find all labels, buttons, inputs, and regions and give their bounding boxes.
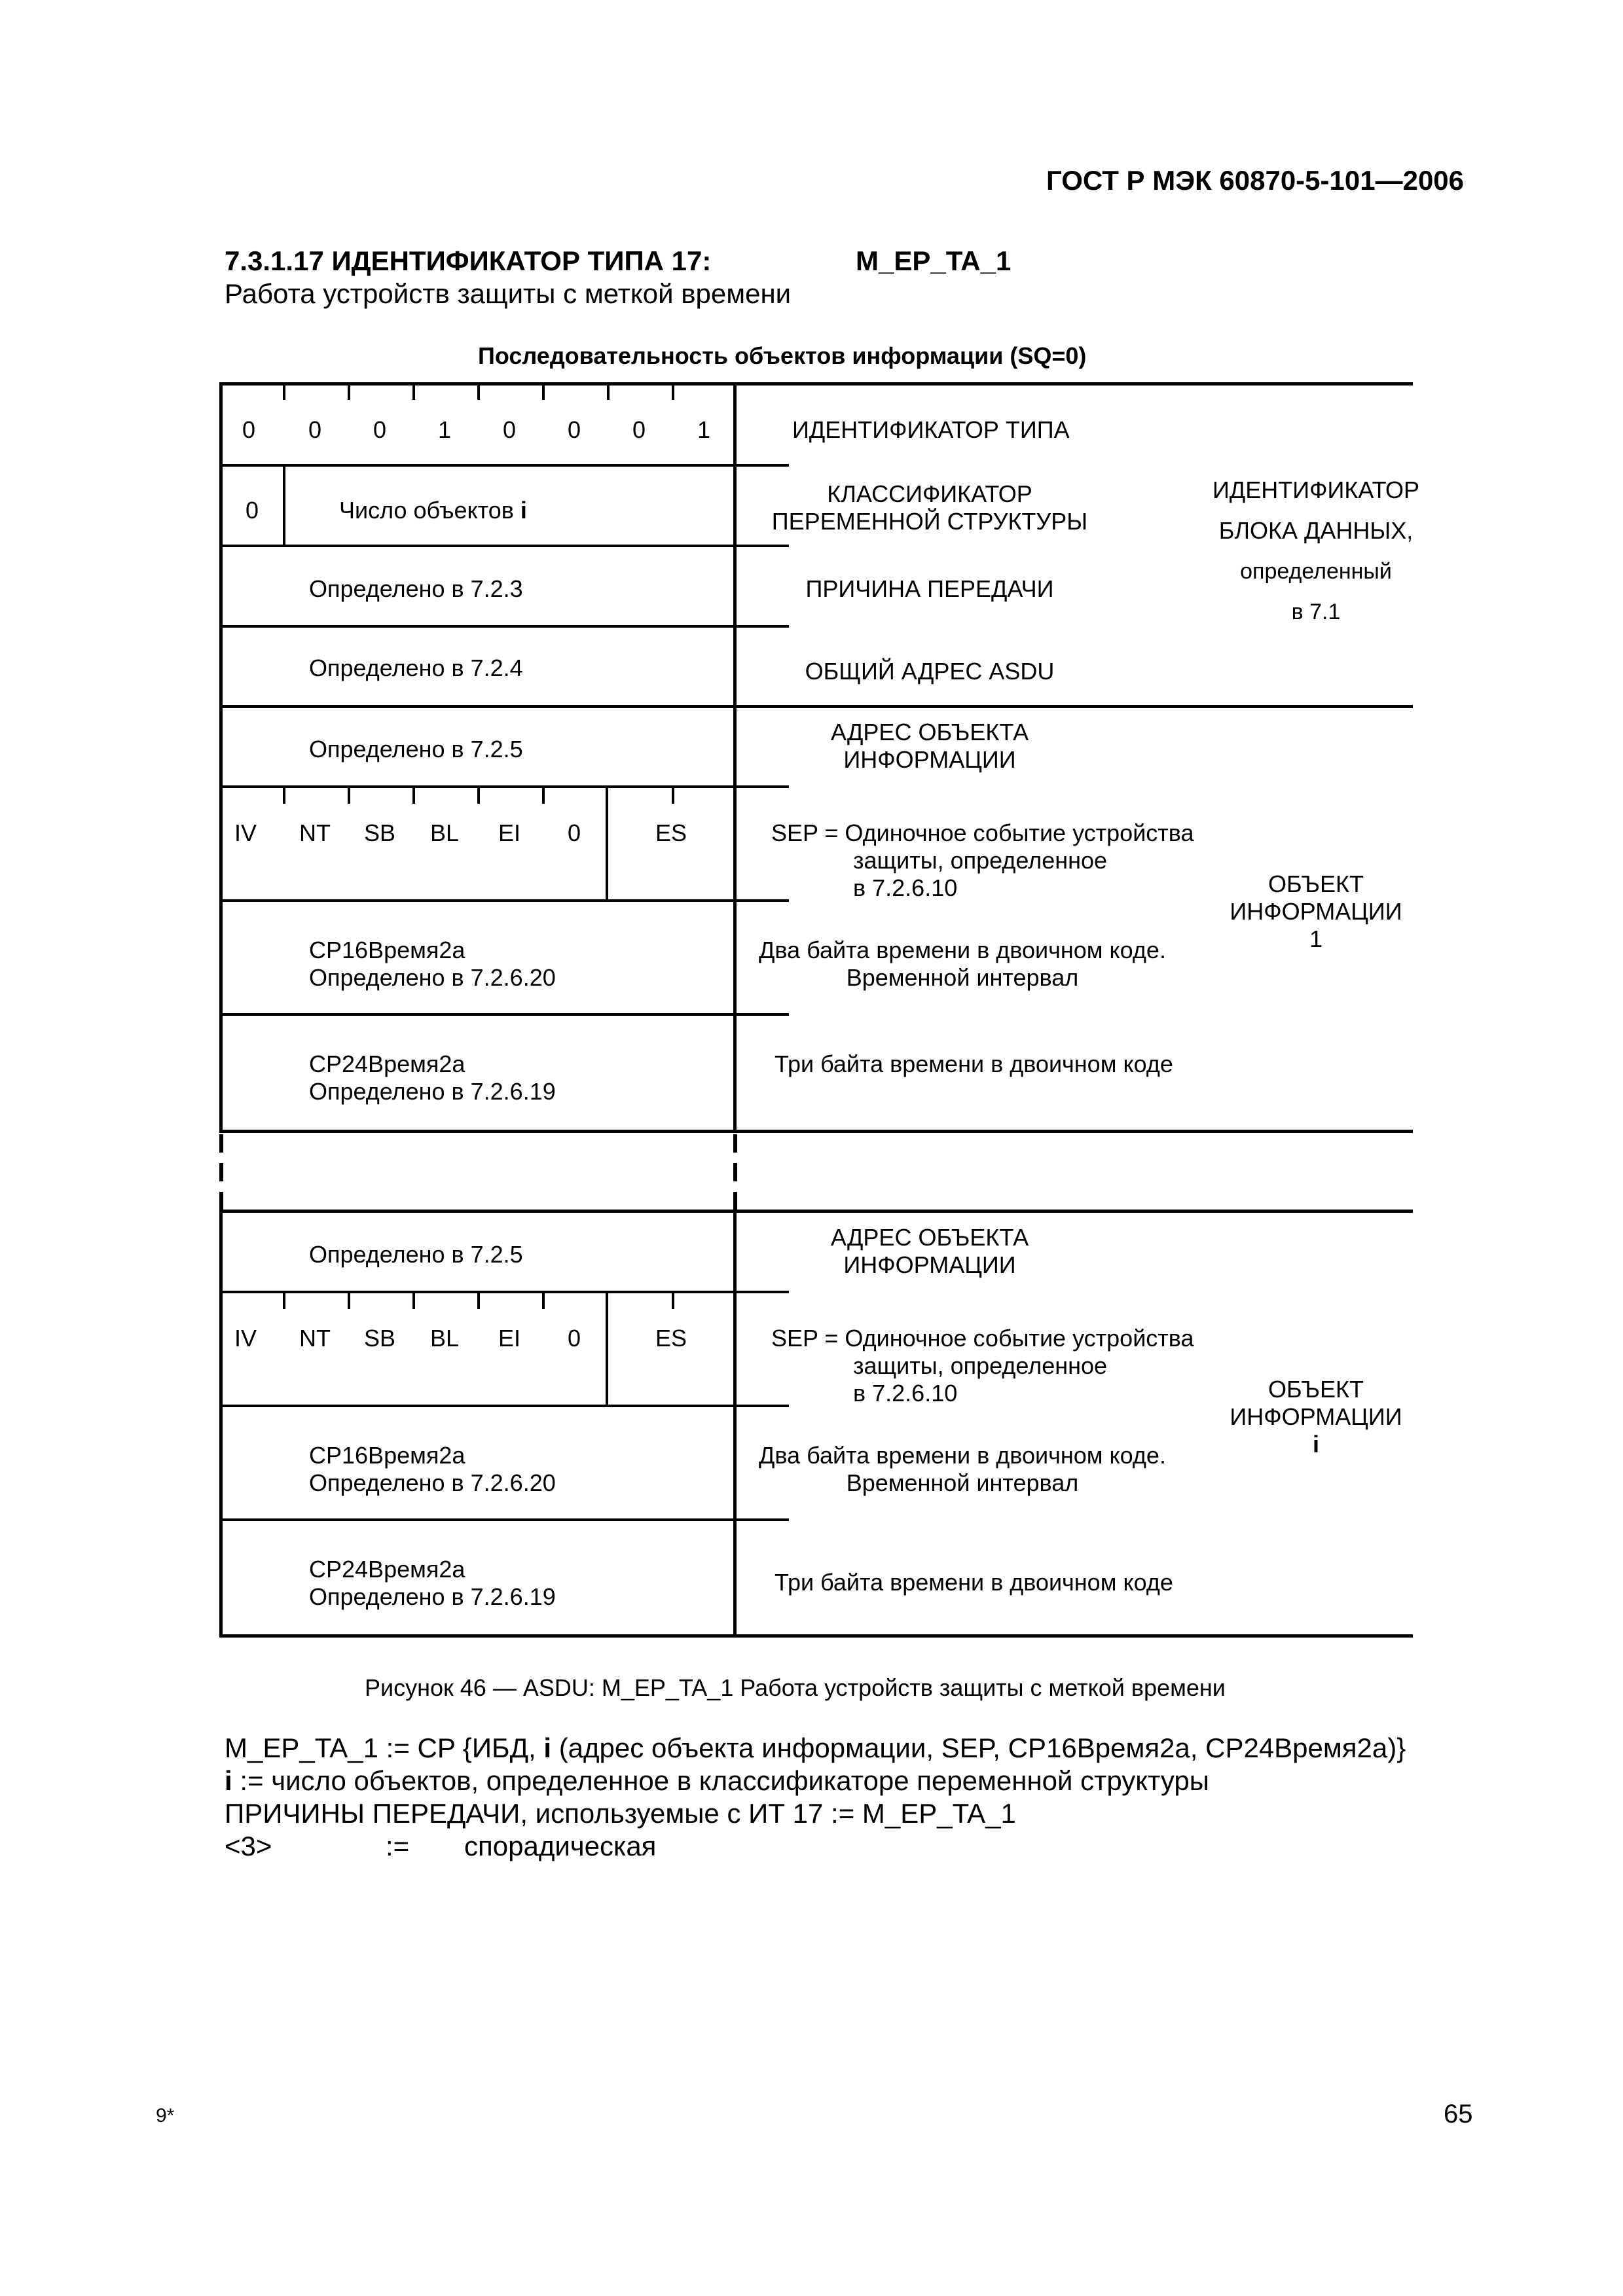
cp16-label: Два байта времени в двоичном коде. Временной интервал bbox=[759, 937, 1166, 991]
section-type-code: M_EP_TA_1 bbox=[856, 245, 1012, 276]
section-heading: 7.3.1.17 ИДЕНТИФИКАТОР ТИПА 17: bbox=[225, 245, 712, 276]
flag-bl: BL bbox=[429, 819, 460, 846]
object-count-definition: i := число объектов, определенное в классификаторе переменной структуры bbox=[225, 1765, 1209, 1796]
flag-reserved: 0 bbox=[567, 1325, 581, 1352]
cp24-label: Три байта времени в двоичном коде bbox=[775, 1569, 1173, 1596]
flag-nt: NT bbox=[299, 819, 331, 846]
flag-sb: SB bbox=[363, 819, 396, 846]
cp24-definition: CP24Время2а Определено в 7.2.6.19 bbox=[309, 1556, 556, 1610]
type-bit: 0 bbox=[242, 416, 256, 443]
flag-es: ES bbox=[655, 819, 687, 846]
flag-iv: IV bbox=[234, 819, 257, 846]
cp24-label: Три байта времени в двоичном коде bbox=[775, 1050, 1173, 1077]
type-bit: 1 bbox=[437, 416, 452, 443]
cp16-definition: CP16Время2а Определено в 7.2.6.20 bbox=[309, 1442, 556, 1496]
sep-label: SEP = Одиночное событие устройства защиты, определенное в 7.2.6.10 bbox=[771, 819, 1194, 901]
flag-bl: BL bbox=[429, 1325, 460, 1352]
vsq-label: КЛАССИФИКАТОР ПЕРЕМЕННОЙ СТРУКТУРЫ bbox=[771, 480, 1088, 535]
common-address-definition: Определено в 7.2.4 bbox=[309, 655, 523, 681]
flag-nt: NT bbox=[299, 1325, 331, 1352]
type-bit: 0 bbox=[373, 416, 387, 443]
cot-entry: <3> := спорадическая bbox=[225, 1831, 657, 1861]
type-bit: 0 bbox=[308, 416, 322, 443]
cp16-definition: CP16Время2а Определено в 7.2.6.20 bbox=[309, 937, 556, 991]
ioa-definition: Определено в 7.2.5 bbox=[309, 1241, 523, 1268]
sep-label: SEP = Одиночное событие устройства защиты, определенное в 7.2.6.10 bbox=[771, 1325, 1194, 1407]
definitions-block bbox=[225, 1732, 1406, 1863]
ioa-label: АДРЕС ОБЪЕКТА ИНФОРМАЦИИ bbox=[830, 719, 1029, 773]
cp24-definition: CP24Время2а Определено в 7.2.6.19 bbox=[309, 1050, 556, 1105]
section-subtitle: Работа устройств защиты с меткой времени bbox=[225, 278, 792, 309]
page-number: 65 bbox=[1444, 2100, 1473, 2128]
common-address-label: ОБЩИЙ АДРЕС ASDU bbox=[805, 658, 1055, 685]
standard-number: ГОСТ Р МЭК 60870-5-101—2006 bbox=[1046, 165, 1465, 196]
information-object-label: ОБЪЕКТ ИНФОРМАЦИИ 1 bbox=[1230, 870, 1402, 952]
flag-sb: SB bbox=[363, 1325, 396, 1352]
cot-usage: ПРИЧИНЫ ПЕРЕДАЧИ, используемые с ИТ 17 := M_EP_TA_1 bbox=[225, 1798, 1016, 1829]
vsq-number-of-objects: Число объектов i bbox=[339, 497, 527, 524]
cot-definition: Определено в 7.2.3 bbox=[309, 575, 523, 602]
figure-caption: Рисунок 46 — ASDU: M_EP_TA_1 Работа устройств защиты с меткой времени bbox=[365, 1674, 1226, 1701]
figure-title: Последовательность объектов информации (SQ=0) bbox=[478, 342, 1087, 369]
cot-label: ПРИЧИНА ПЕРЕДАЧИ bbox=[805, 575, 1054, 602]
type-bit: 1 bbox=[697, 416, 711, 443]
asdu-definition: M_EP_TA_1 := CP {ИБД, i (адрес объекта информации, SEP, CP16Время2а, CP24Время2а)} bbox=[225, 1732, 1406, 1763]
cp16-label: Два байта времени в двоичном коде. Временной интервал bbox=[759, 1442, 1166, 1496]
flag-ei: EI bbox=[498, 819, 520, 846]
flag-ei: EI bbox=[498, 1325, 520, 1352]
ioa-definition: Определено в 7.2.5 bbox=[309, 736, 523, 762]
ioa-label: АДРЕС ОБЪЕКТА ИНФОРМАЦИИ bbox=[830, 1224, 1029, 1278]
footer-signature-mark: 9* bbox=[156, 2105, 175, 2126]
information-object-label: ОБЪЕКТ ИНФОРМАЦИИ i bbox=[1230, 1376, 1402, 1458]
type-bit: 0 bbox=[502, 416, 517, 443]
flag-es: ES bbox=[655, 1325, 687, 1352]
flag-iv: IV bbox=[234, 1325, 257, 1352]
type-bit: 0 bbox=[632, 416, 646, 443]
vsq-sq-bit: 0 bbox=[245, 497, 259, 524]
data-unit-identifier-label: ИДЕНТИФИКАТОР БЛОКА ДАННЫХ, определенный в 7.1 bbox=[1213, 476, 1419, 624]
type-bit: 0 bbox=[567, 416, 581, 443]
flag-reserved: 0 bbox=[567, 819, 581, 846]
type-id-label: ИДЕНТИФИКАТОР ТИПА bbox=[792, 416, 1070, 443]
